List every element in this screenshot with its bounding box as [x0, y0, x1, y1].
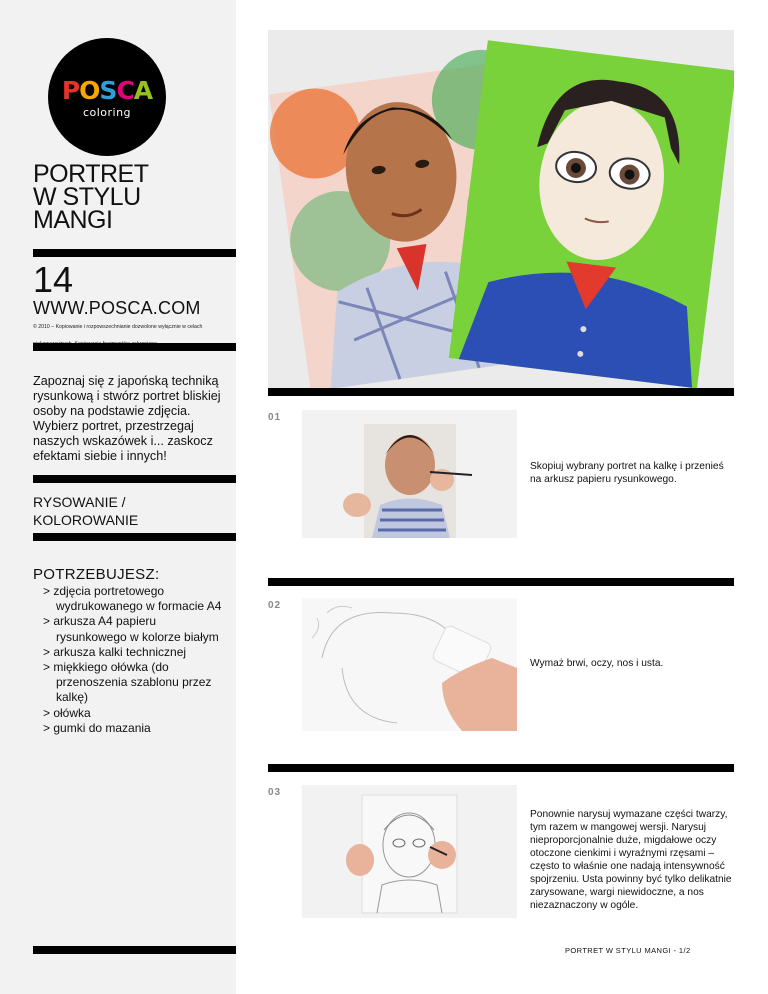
logo-letter: S [99, 76, 117, 105]
hero-illustration [268, 30, 734, 388]
step-photo [302, 598, 517, 731]
needs-item: > ołówka [43, 706, 228, 721]
needs-item: > gumki do mazania [43, 721, 228, 736]
needs-item: > arkusza A4 papieru rysunkowego w kolorze białym [43, 614, 228, 644]
step-photo [302, 410, 517, 538]
needs-item: > arkusza kalki technicznej [43, 645, 228, 660]
divider [33, 946, 236, 954]
intro-text: Zapoznaj się z japońską techniką rysunkową i stwórz portret bliskiej osoby na podstawie zdjęcia. Wybierz portret, przestrzegaj naszych wskazówek i... zaskocz efektami siebie i innych! [33, 374, 221, 463]
logo-wordmark [48, 76, 166, 105]
logo-letter: P [61, 76, 80, 105]
step-photo [302, 785, 517, 918]
needs-item: > miękkiego ołówka (do przenoszenia szablonu przez kalkę) [43, 660, 228, 706]
step-text: Skopiuj wybrany portret na kalkę i przenieś na arkusz papieru rysunkowego. [530, 461, 724, 485]
needs-item: > zdjęcia portretowego wydrukowanego w formacie A4 [43, 584, 228, 614]
step-2-illustration [302, 598, 517, 731]
logo-subtitle: coloring [82, 106, 132, 119]
issue-number: 14 [33, 259, 74, 300]
page-title [33, 160, 233, 234]
divider [268, 764, 734, 772]
logo-letter: O [79, 76, 100, 105]
step-number: 03 [268, 787, 282, 798]
logo-letter: C [116, 76, 134, 105]
step-1-illustration [302, 410, 517, 538]
needs-list [43, 584, 228, 736]
title-line: MANGI [33, 206, 113, 234]
step-number: 01 [268, 412, 282, 423]
posca-logo [48, 38, 166, 156]
step-3-illustration [302, 785, 517, 918]
copyright-note: © 2010 – Kopiowanie i rozpowszechnianie dozwolone wyłącznie w celach [33, 324, 203, 330]
divider [33, 343, 236, 351]
needs-heading: POTRZEBUJESZ: [33, 566, 160, 583]
step-text: Wymaż brwi, oczy, nos i usta. [530, 658, 664, 669]
step-number: 02 [268, 600, 282, 611]
step-text: Ponownie narysuj wymazane części twarzy, tym razem w mangowej wersji. Narysuj nieproporcjonalnie duże, migdałowe oczy otoczone cienkimi i wyraźnymi rzęsami – często to właśnie one nadają intensywność spojrzeniu. Usta powinny być tylko delikatnie zarysowane, wargi niewidoczne, a nos niezaznaczony w ogóle. [530, 809, 732, 911]
divider [33, 533, 236, 541]
title-line: W STYLU [33, 183, 141, 211]
hero-photo [268, 30, 734, 388]
divider [33, 475, 236, 483]
website-link[interactable]: WWW.POSCA.COM [33, 298, 201, 318]
divider [268, 578, 734, 586]
section-label: RYSOWANIE / KOLOROWANIE [33, 494, 139, 528]
logo-letter: A [133, 76, 153, 105]
title-line: PORTRET [33, 160, 149, 188]
divider [268, 388, 734, 396]
divider [33, 249, 236, 257]
page-footer: PORTRET W STYLU MANGI - 1/2 [565, 946, 691, 955]
